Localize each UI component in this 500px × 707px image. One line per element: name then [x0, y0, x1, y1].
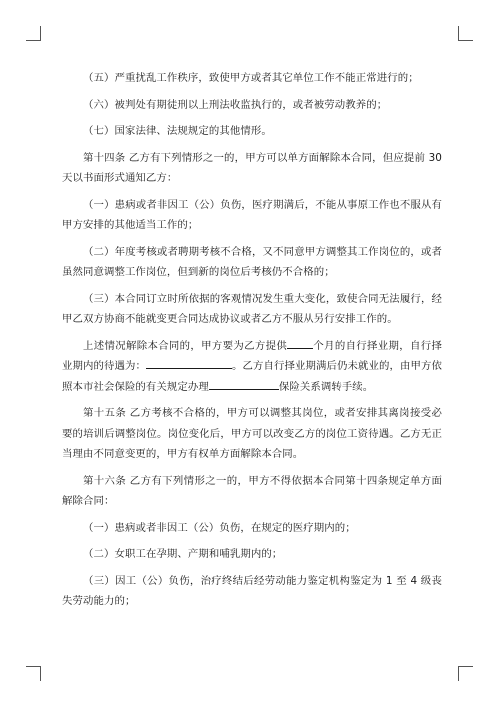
crop-mark-bottom-right [458, 666, 473, 681]
article-16-item-1: （一）患病或者非因工（公）负伤，在规定的医疗期内的； [83, 521, 356, 534]
blank-insurance [209, 377, 279, 390]
article-14-item-2: （二）年度考核或者聘期考核不合格，又不同意甲方调整其工作岗位的，或者虽然同意调整工作岗位，但到新的岗位后考核仍不合格的； [62, 245, 442, 278]
blank-months [287, 336, 313, 349]
article-14: 第十四条 乙方有下列情形之一的，甲方可以单方面解除本合同，但应提前 30 天以书面形式通知乙方： [62, 151, 442, 184]
clause-item-6: （六）被判处有期徒刑以上刑法收监执行的，或者被劳动教养的； [83, 98, 388, 111]
text-segment: 上述情况解除本合同的，甲方要为乙方提供 [83, 339, 288, 352]
article-16: 第十六条 乙方有下列情形之一的，甲方不得依据本合同第十四条规定单方面解除合同： [62, 474, 442, 507]
article-16-item-3: （三）因工（公）负伤，治疗终结后经劳动能力鉴定机构鉴定为 1 至 4 级丧失劳动能力的； [62, 574, 442, 607]
crop-mark-top-right [458, 26, 473, 41]
article-14-item-3: （三）本合同订立时所依据的客观情况发生重大变化，致使合同无法履行，经甲乙双方协商不能就变更合同达成协议或者乙方不服从另行安排工作的。 [62, 292, 442, 325]
crop-mark-top-left [26, 26, 41, 41]
job-search-period-paragraph [62, 336, 442, 398]
article-14-item-1: （一）患病或者非因工（公）负伤，医疗期满后，不能从事原工作也不服从有甲方安排的其他适当工作的； [62, 198, 442, 231]
text-segment: 个月的自行择业期，自行择业期内的待遇为： [62, 339, 442, 372]
blank-treatment [146, 356, 232, 369]
clause-item-5: （五）严重扰乱工作秩序，致使甲方或者其它单位工作不能正常进行的； [83, 72, 419, 84]
clause-item-7: （七）国家法律、法规规定的其他情形。 [83, 125, 272, 137]
text-segment: 。乙方自行择业期满后仍未就业的，由甲方依照本市社会保险的有关规定办理 [62, 360, 442, 393]
crop-mark-bottom-left [26, 666, 41, 681]
contract-body [62, 68, 442, 618]
article-16-item-2: （二）女职工在孕期、产期和哺乳期内的； [83, 548, 283, 560]
text-segment: 保险关系调转手续。 [278, 380, 374, 393]
article-15: 第十五条 乙方考核不合格的，甲方可以调整其岗位，或者安排其离岗接受必要的培训后调整岗位。岗位变化后，甲方可以改变乙方的岗位工资待遇。乙方无正当理由不同意变更的，甲方有权单方面解除本合同。 [62, 407, 442, 460]
